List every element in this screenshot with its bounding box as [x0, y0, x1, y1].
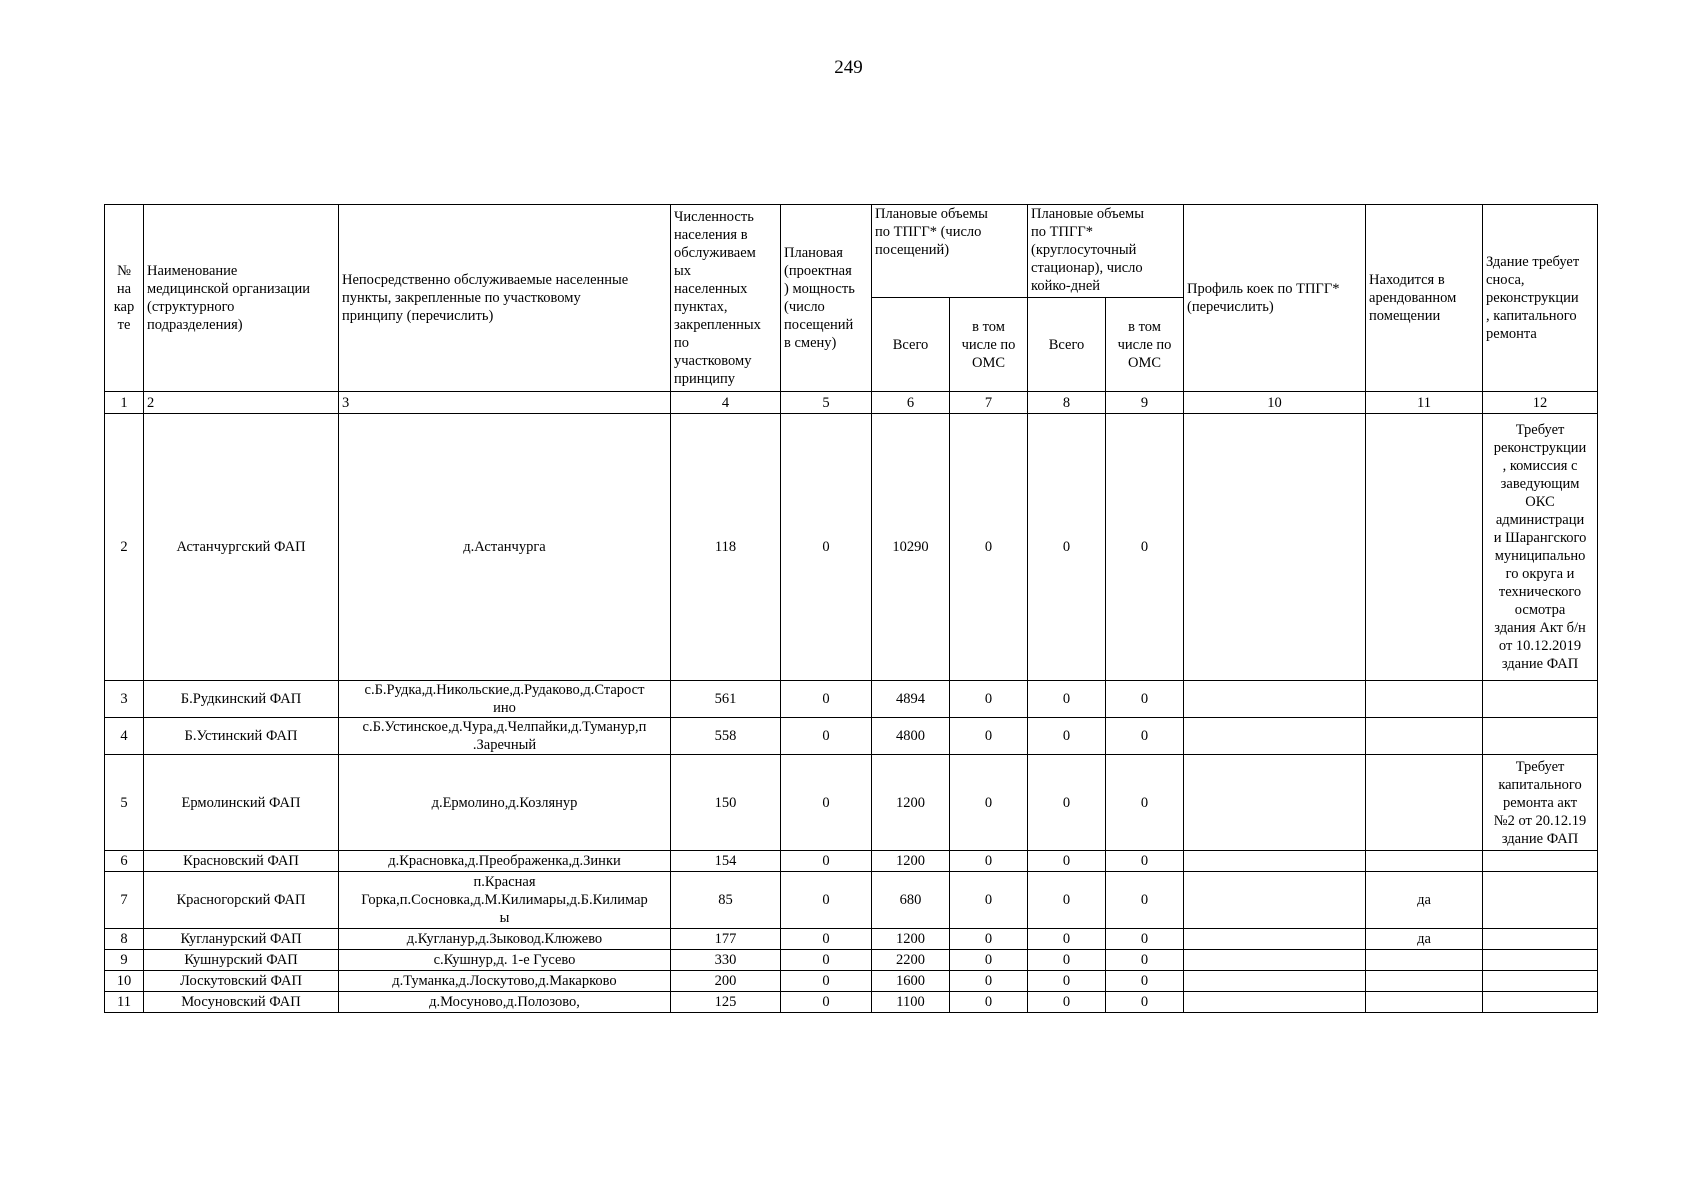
cell-rented-premises: [1366, 718, 1483, 755]
cell-beds-total: 0: [1028, 718, 1106, 755]
cell-building-condition-line: ремонта акт: [1502, 794, 1578, 811]
table-row: [105, 681, 1598, 718]
cell-bed-profile: [1184, 929, 1366, 950]
cell-served-points-line: п.Красная: [473, 874, 536, 890]
header-line: койко-дней: [1031, 278, 1101, 294]
cell-map-number: 8: [105, 929, 144, 950]
header-beds-oms: [1106, 298, 1184, 392]
header-line: пункты, закрепленные по участковому: [342, 290, 581, 306]
header-line: Находится в: [1369, 272, 1445, 288]
cell-planned-capacity: 0: [781, 872, 872, 929]
cell-visits-oms: 0: [950, 929, 1028, 950]
cell-building-condition: [1483, 950, 1598, 971]
cell-visits-oms: 0: [950, 872, 1028, 929]
cell-bed-profile: [1184, 718, 1366, 755]
cell-building-condition-line: го округа и: [1505, 566, 1575, 582]
cell-map-number: 9: [105, 950, 144, 971]
header-line: ОМС: [971, 354, 1006, 371]
cell-population: 125: [671, 992, 781, 1013]
cell-building-condition-line: от 10.12.2019: [1498, 638, 1582, 654]
cell-population: 330: [671, 950, 781, 971]
cell-population: 118: [671, 414, 781, 681]
cell-planned-capacity: 0: [781, 950, 872, 971]
table-row: [105, 872, 1598, 929]
cell-organization-name: Ермолинский ФАП: [144, 755, 339, 851]
header-line: числе по: [1117, 336, 1172, 353]
column-number-row: [105, 392, 1598, 414]
cell-building-condition-line: , комиссия с: [1502, 458, 1578, 474]
cell-beds-total: 0: [1028, 872, 1106, 929]
cell-served-points-line: д.Туманка,д.Лоскутово,д.Макарково: [392, 973, 617, 989]
cell-served-points-line: с.Кушнур,д. 1-е Гусево: [433, 952, 576, 968]
cell-bed-profile: [1184, 971, 1366, 992]
cell-served-points-line: д.Кугланур,д.Зыковод.Клюжево: [406, 931, 603, 947]
cell-served-points: [339, 755, 671, 851]
cell-visits-total: 4800: [872, 718, 950, 755]
cell-served-points-line: с.Б.Рудка,д.Никольские,д.Рудаково,д.Старост: [364, 682, 645, 698]
column-number: 6: [872, 392, 950, 414]
header-bed-profile: [1184, 205, 1366, 392]
cell-bed-profile: [1184, 992, 1366, 1013]
column-number: 10: [1184, 392, 1366, 414]
header-line: (круглосуточный: [1031, 242, 1137, 258]
cell-organization-name: Красногорский ФАП: [144, 872, 339, 929]
cell-building-condition-line: реконструкции: [1493, 440, 1587, 456]
cell-planned-capacity: 0: [781, 929, 872, 950]
cell-beds-oms: 0: [1106, 950, 1184, 971]
cell-visits-total: 1100: [872, 992, 950, 1013]
cell-rented-premises: [1366, 950, 1483, 971]
cell-building-condition-line: Требует: [1515, 758, 1565, 775]
cell-visits-total: 1200: [872, 851, 950, 872]
header-line: обслуживаем: [674, 245, 756, 261]
header-line: участковому: [674, 353, 752, 369]
cell-bed-profile: [1184, 414, 1366, 681]
header-served-points: [339, 205, 671, 392]
header-line: Численность: [674, 209, 754, 225]
cell-visits-total: 10290: [872, 414, 950, 681]
header-line: Непосредственно обслуживаемые населенные: [342, 272, 629, 288]
cell-beds-oms: 0: [1106, 992, 1184, 1013]
header-line: (проектная: [784, 263, 852, 279]
header-line: Плановые объемы: [875, 206, 988, 222]
header-line: пунктах,: [674, 299, 728, 315]
cell-served-points: [339, 718, 671, 755]
header-beds-total: Всего: [1028, 298, 1106, 392]
column-number: 4: [671, 392, 781, 414]
table-row: [105, 950, 1598, 971]
cell-bed-profile: [1184, 681, 1366, 718]
header-line: по ТПГГ*: [1031, 224, 1093, 240]
header-line: закрепленных: [674, 317, 761, 333]
table-row: [105, 929, 1598, 950]
header-building-condition: [1483, 205, 1598, 392]
cell-organization-name: Кушнурский ФАП: [144, 950, 339, 971]
cell-building-condition-line: администраци: [1495, 512, 1585, 528]
cell-served-points-line: ино: [493, 700, 516, 716]
header-line: медицинской организации: [147, 281, 311, 297]
cell-planned-capacity: 0: [781, 992, 872, 1013]
cell-beds-total: 0: [1028, 681, 1106, 718]
cell-served-points: [339, 929, 671, 950]
cell-map-number: 10: [105, 971, 144, 992]
cell-served-points-line: с.Б.Устинское,д.Чура,д.Челпайки,д.Туманур,п: [362, 719, 647, 735]
column-number: 8: [1028, 392, 1106, 414]
cell-planned-capacity: 0: [781, 971, 872, 992]
header-line: принципу: [674, 371, 736, 387]
cell-planned-capacity: 0: [781, 851, 872, 872]
cell-bed-profile: [1184, 872, 1366, 929]
cell-visits-oms: 0: [950, 851, 1028, 872]
cell-organization-name: Лоскутовский ФАП: [144, 971, 339, 992]
cell-population: 85: [671, 872, 781, 929]
cell-population: 558: [671, 718, 781, 755]
cell-beds-oms: 0: [1106, 718, 1184, 755]
cell-beds-oms: 0: [1106, 971, 1184, 992]
header-line: ремонта: [1486, 326, 1537, 342]
cell-population: 154: [671, 851, 781, 872]
cell-beds-oms: 0: [1106, 414, 1184, 681]
header-line: (число: [784, 299, 825, 315]
header-line: принципу (перечислить): [342, 308, 494, 324]
header-line: числе по: [961, 336, 1016, 353]
cell-visits-oms: 0: [950, 681, 1028, 718]
header-line: подразделения): [147, 317, 243, 333]
header-line: (структурного: [147, 299, 235, 315]
cell-building-condition-line: технического: [1498, 584, 1582, 600]
cell-rented-premises: [1366, 971, 1483, 992]
cell-visits-oms: 0: [950, 992, 1028, 1013]
cell-visits-total: 680: [872, 872, 950, 929]
header-row-1: [105, 205, 1598, 298]
cell-served-points-line: д.Астанчурга: [463, 539, 546, 555]
cell-served-points: [339, 950, 671, 971]
cell-beds-oms: 0: [1106, 681, 1184, 718]
cell-beds-oms: 0: [1106, 929, 1184, 950]
cell-population: 200: [671, 971, 781, 992]
header-line: посещений: [784, 317, 854, 333]
header-map-number: [105, 205, 144, 392]
header-line: в том: [1128, 318, 1161, 335]
cell-map-number: 6: [105, 851, 144, 872]
cell-rented-premises: [1366, 755, 1483, 851]
cell-building-condition: [1483, 872, 1598, 929]
cell-building-condition: [1483, 992, 1598, 1013]
cell-rented-premises: [1366, 414, 1483, 681]
cell-building-condition-line: капитального: [1498, 776, 1582, 793]
cell-served-points-line: ы: [499, 910, 510, 926]
cell-building-condition: [1483, 681, 1598, 718]
cell-rented-premises: да: [1366, 929, 1483, 950]
header-line: Здание требует: [1486, 254, 1580, 270]
cell-bed-profile: [1184, 755, 1366, 851]
column-number: 5: [781, 392, 872, 414]
cell-organization-name: Красновский ФАП: [144, 851, 339, 872]
header-line: реконструкции: [1486, 290, 1579, 306]
header-line: №: [117, 263, 131, 279]
header-line: Профиль коек по ТПГГ*: [1187, 281, 1340, 297]
table-row: [105, 414, 1598, 681]
cell-served-points: [339, 872, 671, 929]
header-line: посещений): [875, 242, 950, 258]
cell-visits-oms: 0: [950, 755, 1028, 851]
header-line: те: [117, 317, 131, 333]
cell-served-points: [339, 851, 671, 872]
cell-rented-premises: [1366, 992, 1483, 1013]
header-line: , капитального: [1486, 308, 1577, 324]
cell-map-number: 7: [105, 872, 144, 929]
header-line: населения в: [674, 227, 748, 243]
cell-population: 177: [671, 929, 781, 950]
header-line: по: [674, 335, 690, 351]
cell-building-condition-line: №2 от 20.12.19: [1493, 812, 1587, 829]
cell-building-condition-line: осмотра: [1514, 602, 1566, 618]
cell-building-condition-line: Требует: [1515, 422, 1565, 438]
cell-building-condition: [1483, 755, 1598, 851]
cell-organization-name: Мосуновский ФАП: [144, 992, 339, 1013]
header-planned-visits: [872, 205, 1028, 298]
cell-served-points-line: д.Красновка,д.Преображенка,д.Зинки: [388, 853, 621, 869]
cell-visits-total: 1600: [872, 971, 950, 992]
table-row: [105, 992, 1598, 1013]
header-line: на: [116, 281, 132, 297]
header-line: населенных: [674, 281, 748, 297]
table-row: [105, 971, 1598, 992]
cell-map-number: 11: [105, 992, 144, 1013]
header-rented-premises: [1366, 205, 1483, 392]
header-line: помещении: [1369, 308, 1441, 324]
cell-visits-total: 1200: [872, 755, 950, 851]
cell-population: 561: [671, 681, 781, 718]
cell-served-points-line: д.Мосуново,д.Полозово,: [429, 994, 580, 1010]
cell-building-condition-line: здание ФАП: [1501, 656, 1579, 672]
cell-beds-total: 0: [1028, 950, 1106, 971]
table-row: [105, 718, 1598, 755]
cell-planned-capacity: 0: [781, 414, 872, 681]
header-line: арендованном: [1369, 290, 1457, 306]
column-number: 9: [1106, 392, 1184, 414]
cell-visits-total: 2200: [872, 950, 950, 971]
header-visits-oms: [950, 298, 1028, 392]
cell-building-condition: [1483, 851, 1598, 872]
cell-organization-name: Кугланурский ФАП: [144, 929, 339, 950]
header-line: стационар), число: [1031, 260, 1143, 276]
cell-population: 150: [671, 755, 781, 851]
header-line: ) мощность: [784, 281, 855, 297]
header-planned-capacity: [781, 205, 872, 392]
header-line: Плановая: [784, 245, 843, 261]
cell-planned-capacity: 0: [781, 681, 872, 718]
header-line: кар: [113, 299, 135, 315]
cell-map-number: 4: [105, 718, 144, 755]
header-line: ОМС: [1128, 354, 1162, 371]
cell-building-condition: [1483, 414, 1598, 681]
cell-served-points: [339, 681, 671, 718]
cell-building-condition: [1483, 718, 1598, 755]
cell-served-points: [339, 992, 671, 1013]
cell-building-condition-line: муниципально: [1494, 548, 1586, 564]
header-organization-name: [144, 205, 339, 392]
cell-visits-oms: 0: [950, 718, 1028, 755]
cell-visits-total: 4894: [872, 681, 950, 718]
header-visits-total: Всего: [872, 298, 950, 392]
cell-served-points-line: д.Ермолино,д.Козлянур: [431, 794, 578, 811]
cell-beds-total: 0: [1028, 755, 1106, 851]
column-number: 7: [950, 392, 1028, 414]
cell-rented-premises: [1366, 681, 1483, 718]
table-row: [105, 851, 1598, 872]
cell-map-number: 5: [105, 755, 144, 851]
cell-organization-name: Б.Рудкинский ФАП: [144, 681, 339, 718]
header-line: (перечислить): [1187, 299, 1274, 315]
cell-planned-capacity: 0: [781, 755, 872, 851]
header-population: [671, 205, 781, 392]
cell-building-condition: [1483, 929, 1598, 950]
cell-beds-oms: 0: [1106, 872, 1184, 929]
cell-map-number: 2: [105, 414, 144, 681]
header-line: Наименование: [147, 263, 238, 279]
column-number: 11: [1366, 392, 1483, 414]
column-number: 3: [339, 392, 671, 414]
cell-served-points: [339, 414, 671, 681]
column-number: 2: [144, 392, 339, 414]
cell-bed-profile: [1184, 950, 1366, 971]
cell-beds-total: 0: [1028, 992, 1106, 1013]
cell-building-condition-line: здания Акт б/н: [1494, 620, 1586, 636]
cell-visits-total: 1200: [872, 929, 950, 950]
cell-beds-oms: 0: [1106, 851, 1184, 872]
header-line: по ТПГГ* (число: [875, 224, 982, 240]
header-planned-bed-days: [1028, 205, 1184, 298]
cell-building-condition-line: и Шарангского: [1493, 530, 1587, 546]
cell-map-number: 3: [105, 681, 144, 718]
page-number: 249: [834, 57, 863, 78]
cell-served-points-line: Горка,п.Сосновка,д.М.Килимары,д.Б.Килимар: [361, 892, 648, 908]
cell-rented-premises: [1366, 851, 1483, 872]
header-line: сноса,: [1486, 272, 1525, 288]
cell-bed-profile: [1184, 851, 1366, 872]
cell-beds-oms: 0: [1106, 755, 1184, 851]
cell-rented-premises: да: [1366, 872, 1483, 929]
cell-organization-name: Б.Устинский ФАП: [144, 718, 339, 755]
column-number: 12: [1483, 392, 1598, 414]
column-number: 1: [105, 392, 144, 414]
table-row: [105, 755, 1598, 851]
cell-beds-total: 0: [1028, 971, 1106, 992]
cell-building-condition-line: заведующим: [1500, 476, 1580, 492]
header-line: ых: [674, 263, 691, 279]
cell-served-points-line: .Заречный: [472, 737, 537, 753]
cell-beds-total: 0: [1028, 414, 1106, 681]
header-line: в смену): [784, 335, 837, 351]
header-line: Плановые объемы: [1031, 206, 1144, 222]
cell-building-condition-line: ОКС: [1525, 494, 1555, 510]
cell-beds-total: 0: [1028, 851, 1106, 872]
header-line: в том: [972, 318, 1005, 335]
cell-served-points: [339, 971, 671, 992]
cell-beds-total: 0: [1028, 929, 1106, 950]
cell-planned-capacity: 0: [781, 718, 872, 755]
cell-visits-oms: 0: [950, 971, 1028, 992]
cell-visits-oms: 0: [950, 950, 1028, 971]
cell-visits-oms: 0: [950, 414, 1028, 681]
facilities-table: [104, 204, 1598, 1013]
cell-organization-name: Астанчургский ФАП: [144, 414, 339, 681]
cell-building-condition-line: здание ФАП: [1501, 830, 1579, 847]
cell-building-condition: [1483, 971, 1598, 992]
